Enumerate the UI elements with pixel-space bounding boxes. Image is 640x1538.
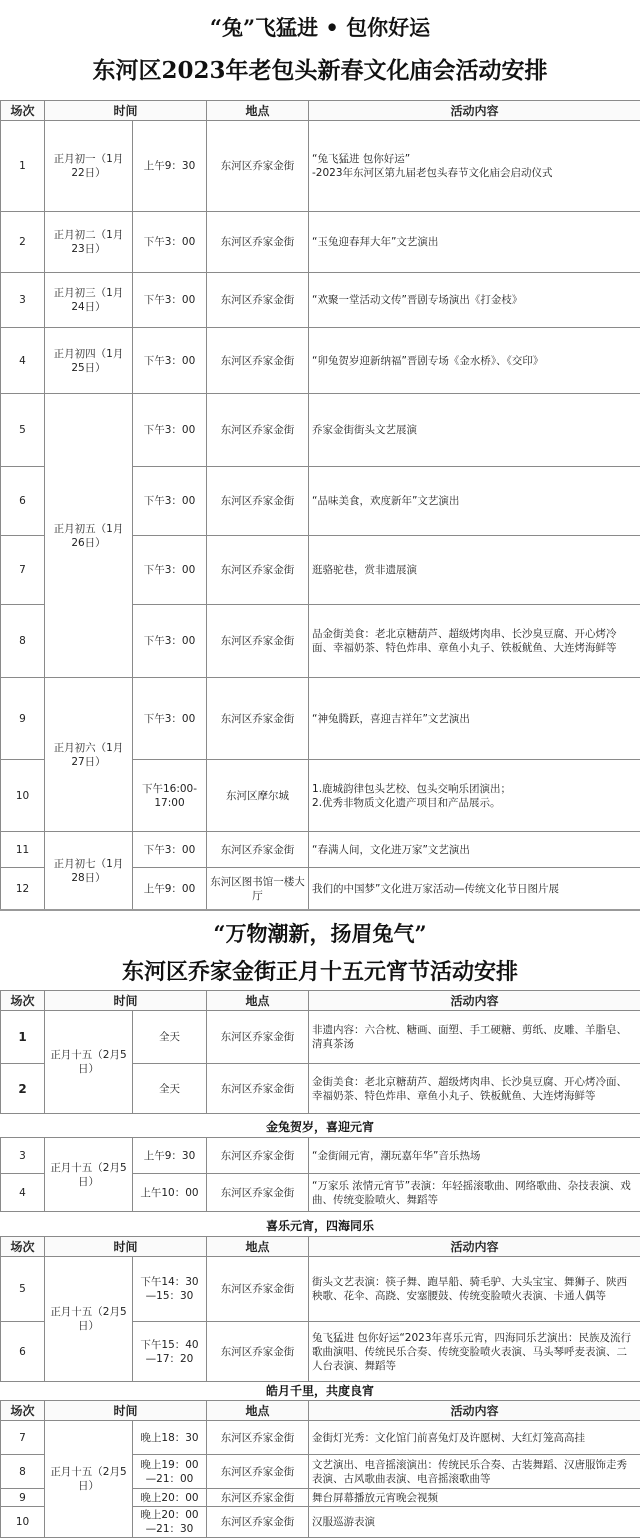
- header-content: 活动内容: [309, 991, 640, 1011]
- row-no: 3: [1, 273, 45, 328]
- row-content: “神兔腾跃，喜迎吉祥年”文艺演出: [309, 678, 640, 760]
- row-place: 东河区乔家金街: [207, 394, 309, 467]
- row-place: 东河区乔家金街: [207, 1489, 309, 1507]
- row-time: 晚上19：00—21：00: [133, 1455, 207, 1489]
- row-no: 10: [1, 1507, 45, 1538]
- row-no: 4: [1, 328, 45, 394]
- table-header: [1, 991, 640, 1011]
- row-place: 东河区乔家金街: [207, 1322, 309, 1382]
- table-row: [1, 678, 640, 760]
- row-time: 下午3：00: [133, 832, 207, 868]
- row-place: 东河区乔家金街: [207, 121, 309, 212]
- row-content: 品金街美食：老北京糖葫芦、超级烤肉串、长沙臭豆腐、开心烤冷面、幸福奶茶、特色炸串、章鱼小丸子、铁板鱿鱼、大连烤海鲜等: [309, 605, 640, 678]
- row-place: 东河区乔家金街: [207, 1011, 309, 1064]
- row-time: 下午3：00: [133, 212, 207, 273]
- row-day: 正月初五（1月26日）: [45, 394, 133, 678]
- row-place: 东河区乔家金街: [207, 1138, 309, 1174]
- header-content: 活动内容: [309, 1401, 640, 1421]
- row-place: 东河区乔家金街: [207, 678, 309, 760]
- schedule-table-1: [0, 100, 640, 911]
- row-time: 上午9：30: [133, 1138, 207, 1174]
- row-no: 9: [1, 1489, 45, 1507]
- title-line-3: “万物潮新，扬眉兔气”: [0, 918, 640, 948]
- row-no: 2: [1, 212, 45, 273]
- row-time: 下午3：00: [133, 536, 207, 605]
- table-header: [1, 1401, 640, 1421]
- row-time: 上午9：30: [133, 121, 207, 212]
- row-place: 东河区乔家金街: [207, 1455, 309, 1489]
- header-place: 地点: [207, 1237, 309, 1257]
- header-place: 地点: [207, 101, 309, 121]
- row-time: 全天: [133, 1064, 207, 1114]
- row-place: 东河区乔家金街: [207, 467, 309, 536]
- header-content: 活动内容: [309, 101, 640, 121]
- row-no: 5: [1, 394, 45, 467]
- row-content: “兔飞猛进 包你好运” -2023年东河区第九届老包头春节文化庙会启动仪式: [309, 121, 640, 212]
- row-content: 非遗内容：六合枕、糖画、面塑、手工硬糖、剪纸、皮雕、羊脂皂、清真茶汤: [309, 1011, 640, 1064]
- row-day: 正月初一（1月22日）: [45, 121, 133, 212]
- row-content: 金街美食：老北京糖葫芦、超级烤肉串、长沙臭豆腐、开心烤冷面、幸福奶茶、特色炸串、章鱼小丸子、铁板鱿鱼、大连烤海鲜等: [309, 1064, 640, 1114]
- header-time: 时间: [45, 991, 207, 1011]
- section-divider: [0, 909, 640, 911]
- row-content: 舞台屏幕播放元宵晚会视频: [309, 1489, 640, 1507]
- row-no: 6: [1, 467, 45, 536]
- row-place: 东河区乔家金街: [207, 832, 309, 868]
- row-place: 东河区图书馆一楼大厅: [207, 868, 309, 911]
- row-content: “万家乐 浓情元宵节”表演：年轻摇滚歌曲、网络歌曲、杂技表演、戏曲、传统变脸喷火、舞蹈等: [309, 1174, 640, 1212]
- row-time: 下午15：40—17：20: [133, 1322, 207, 1382]
- row-time: 上午9：00: [133, 868, 207, 911]
- row-content: 我们的中国梦”文化进万家活动—传统文化节日图片展: [309, 868, 640, 911]
- table-row: [1, 1138, 640, 1174]
- row-day: 正月十五（2月5日）: [45, 1257, 133, 1382]
- row-place: 东河区乔家金街: [207, 1421, 309, 1455]
- row-time: 下午3：00: [133, 328, 207, 394]
- row-place: 东河区乔家金街: [207, 273, 309, 328]
- row-content: “玉兔迎春拜大年”文艺演出: [309, 212, 640, 273]
- row-place: 东河区乔家金街: [207, 1174, 309, 1212]
- row-no: 5: [1, 1257, 45, 1322]
- row-content: “品味美食，欢度新年”文艺演出: [309, 467, 640, 536]
- table-row: [1, 273, 640, 328]
- row-content: 街头文艺表演：筷子舞、跑旱船、骑毛驴、大头宝宝、舞狮子、陕西秧歌、花伞、高跷、安塞腰鼓、传统变脸喷火表演、卡通人偶等: [309, 1257, 640, 1322]
- table-header: [1, 101, 640, 121]
- row-day: 正月十五（2月5日）: [45, 1138, 133, 1212]
- row-time: 下午3：00: [133, 678, 207, 760]
- header-no: 场次: [1, 991, 45, 1011]
- row-day: 正月初七（1月28日）: [45, 832, 133, 911]
- title-line-2: 东河区2023年老包头新春文化庙会活动安排: [0, 52, 640, 85]
- header-time: 时间: [45, 101, 207, 121]
- header-time: 时间: [45, 1401, 207, 1421]
- row-no: 7: [1, 536, 45, 605]
- schedule-table-2b: [0, 1137, 640, 1212]
- table-row: [1, 1257, 640, 1322]
- section-heading-3: 皓月千里，共度良宵: [0, 1382, 640, 1399]
- row-place: 东河区乔家金街: [207, 212, 309, 273]
- header-no: 场次: [1, 101, 45, 121]
- row-content: 金街灯光秀：文化馆门前喜兔灯及许愿树、大红灯笼高高挂: [309, 1421, 640, 1455]
- row-time: 下午3：00: [133, 605, 207, 678]
- row-no: 10: [1, 760, 45, 832]
- row-no: 12: [1, 868, 45, 911]
- table-row: [1, 1421, 640, 1455]
- row-time: 下午16:00-17:00: [133, 760, 207, 832]
- row-content: “金街闹元宵，潮玩嘉年华”音乐热场: [309, 1138, 640, 1174]
- row-time: 下午14：30—15：30: [133, 1257, 207, 1322]
- row-place: 东河区乔家金街: [207, 605, 309, 678]
- row-content: 兔飞猛进 包你好运“2023年喜乐元宵，四海同乐艺演出：民族及流行歌曲演唱、传统民乐合奏、传统变脸喷火表演、马头琴呼麦表演、二人台表演、舞蹈等: [309, 1322, 640, 1382]
- header-place: 地点: [207, 1401, 309, 1421]
- row-no: 3: [1, 1138, 45, 1174]
- title-line-4: 东河区乔家金街正月十五元宵节活动安排: [0, 955, 640, 986]
- header-no: 场次: [1, 1237, 45, 1257]
- row-place: 东河区乔家金街: [207, 1064, 309, 1114]
- schedule-table-2a: [0, 990, 640, 1114]
- row-no: 8: [1, 1455, 45, 1489]
- row-time: 下午3：00: [133, 273, 207, 328]
- row-content: 文艺演出、电音摇滚演出：传统民乐合奏、古装舞蹈、汉唐服饰走秀表演、古风歌曲表演、电音摇滚歌曲等: [309, 1455, 640, 1489]
- row-content: “春满人间，文化进万家”文艺演出: [309, 832, 640, 868]
- row-day: 正月十五（2月5日）: [45, 1421, 133, 1538]
- row-content: 逛骆驼巷，赏非遗展演: [309, 536, 640, 605]
- row-place: 东河区乔家金街: [207, 536, 309, 605]
- table-row: [1, 832, 640, 868]
- row-place: 东河区乔家金街: [207, 328, 309, 394]
- row-time: 晚上20：00: [133, 1489, 207, 1507]
- section-heading-1: 金兔贺岁，喜迎元宵: [0, 1118, 640, 1135]
- row-no: 6: [1, 1322, 45, 1382]
- row-content: 1.鹿城韵律包头艺校、包头交响乐团演出； 2.优秀非物质文化遗产项目和产品展示。: [309, 760, 640, 832]
- row-day: 正月初四（1月25日）: [45, 328, 133, 394]
- header-place: 地点: [207, 991, 309, 1011]
- table-row: [1, 394, 640, 467]
- row-no: 11: [1, 832, 45, 868]
- row-day: 正月十五（2月5日）: [45, 1011, 133, 1114]
- row-time: 晚上20：00—21：30: [133, 1507, 207, 1538]
- row-day: 正月初三（1月24日）: [45, 273, 133, 328]
- header-time: 时间: [45, 1237, 207, 1257]
- section-heading-2: 喜乐元宵，四海同乐: [0, 1217, 640, 1234]
- table-row: [1, 121, 640, 212]
- row-no: 2: [1, 1064, 45, 1114]
- row-time: 上午10：00: [133, 1174, 207, 1212]
- row-day: 正月初六（1月27日）: [45, 678, 133, 832]
- table-header: [1, 1237, 640, 1257]
- row-place: 东河区乔家金街: [207, 1257, 309, 1322]
- table-row: [1, 1011, 640, 1064]
- row-no: 9: [1, 678, 45, 760]
- schedule-table-2d: [0, 1400, 640, 1538]
- row-place: 东河区摩尔城: [207, 760, 309, 832]
- schedule-table-2c: [0, 1236, 640, 1382]
- table-row: [1, 212, 640, 273]
- row-no: 8: [1, 605, 45, 678]
- row-no: 7: [1, 1421, 45, 1455]
- table-row: [1, 328, 640, 394]
- title-line-1: “兔”飞猛进 • 包你好运: [0, 12, 640, 42]
- row-content: 汉服巡游表演: [309, 1507, 640, 1538]
- row-no: 4: [1, 1174, 45, 1212]
- row-content: “欢聚一堂活动文传”晋剧专场演出《打金枝》: [309, 273, 640, 328]
- row-content: “卯兔贺岁迎新纳福”晋剧专场《金水桥》、《交印》: [309, 328, 640, 394]
- row-time: 下午3：00: [133, 394, 207, 467]
- row-day: 正月初二（1月23日）: [45, 212, 133, 273]
- row-place: 东河区乔家金街: [207, 1507, 309, 1538]
- row-time: 晚上18：30: [133, 1421, 207, 1455]
- header-no: 场次: [1, 1401, 45, 1421]
- row-content: 乔家金街街头文艺展演: [309, 394, 640, 467]
- row-no: 1: [1, 1011, 45, 1064]
- header-content: 活动内容: [309, 1237, 640, 1257]
- row-no: 1: [1, 121, 45, 212]
- row-time: 全天: [133, 1011, 207, 1064]
- row-time: 下午3：00: [133, 467, 207, 536]
